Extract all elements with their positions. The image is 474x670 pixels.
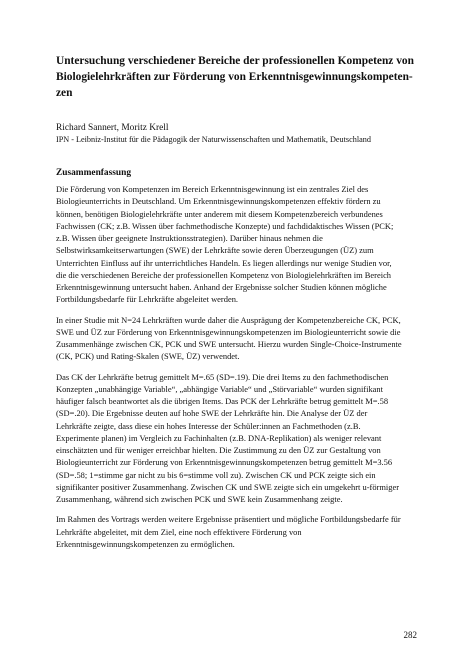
section-heading: Zusammenfassung <box>56 168 132 178</box>
paragraph-line: Biologieunterrichts in Deutschland. Um Erkenntnisgewinnungskompetenzen effektiv fördern zu <box>56 196 381 207</box>
paragraph-line: können, benötigen Biologielehrkräfte unter anderem mit diesem Kompetenzbereich verbundenes <box>56 208 383 219</box>
abstract-body <box>56 183 421 550</box>
paragraph-line: Zusammenhang, während sich zwischen PCK und SWE kein Zusammenhang zeigte. <box>56 494 343 504</box>
title-line: Untersuchung verschiedener Bereiche der professionellen Kompetenz von <box>56 55 414 67</box>
paragraph-line: In einer Studie mit N=24 Lehrkräften wurde daher die Ausprägung der Kompetenzbereiche CK, PCK, <box>56 314 401 325</box>
paragraph-line: Die Förderung von Kompetenzen im Bereich Erkenntnisgewinnung ist ein zentrales Ziel des <box>56 184 369 194</box>
paragraph-line: Im Rahmen des Vortrags werden weitere Ergebnisse präsentiert und mögliche Fortbildungsbedarfe für <box>56 514 401 525</box>
paragraph-line: häufiger falsch beantwortet als die übrigen Items. Das PCK der Lehrkräfte betrug gemittelt M=.58 <box>56 396 389 406</box>
affiliation: IPN - Leibniz-Institut für die Pädagogik der Naturwissenschaften und Mathematik, Deutschland <box>56 135 371 144</box>
body-paragraph <box>56 183 421 306</box>
paragraph-line: z.B. Wissen über geeignete Instruktionsstrategien). Darüber hinaus nehmen die <box>56 233 323 243</box>
paper-title <box>56 53 421 101</box>
paragraph-line: Lehrkräfte zeigte, dass diese ein hohes Interesse der Schüler:innen an Fachmethoden (z.B. <box>56 420 361 431</box>
paragraph-line: Erkenntnisgewinnungskompetenzen zu ermöglichen. <box>56 538 235 549</box>
body-paragraph <box>56 314 421 363</box>
paragraph-line: Konzepten „unabhängige Variable“, „abhängige Variable“ und „Störvariable“ wurden signifikant <box>56 383 383 394</box>
paragraph-line: (SD=.58; 1=stimme gar nicht zu bis 6=stimme voll zu). Zwischen CK und PCK zeigte sich ein <box>56 469 376 480</box>
paragraph-line: (CK, PCK) und Rating-Skalen (SWE, ÜZ) verwendet. <box>56 351 240 362</box>
paragraph-line: Lehrkräfte abgeleitet, mit dem Ziel, eine noch effektivere Förderung von <box>56 526 302 537</box>
paragraph-line: Selbstwirksamkeitserwartungen (SWE) der Lehrkräfte sowie deren Überzeugungen (ÜZ) zum <box>56 245 374 256</box>
body-paragraph <box>56 371 421 506</box>
title-line: Biologielehrkräften zur Förderung von Erkenntnisgewinnungskompeten- <box>56 71 413 83</box>
paragraph-line: die die verschiedenen Bereiche der professionellen Kompetenz von Biologielehrkräften im Bereich <box>56 269 392 280</box>
paragraph-line: Experimente planen) im Vergleich zu Fachinhalten (z.B. DNA-Replikation) als weniger relevant <box>56 432 382 443</box>
paragraph-line: SWE und ÜZ zur Förderung von Erkenntnisgewinnungskompetenzen im Biologieunterricht sowie die <box>56 326 401 337</box>
paragraph-line: Fachwissen (CK; z.B. Wissen über fachmethodische Konzepte) und fachdidaktisches Wissen (PCK; <box>56 220 394 231</box>
paragraph-line: (SD=.20). Die Ergebnisse deuten auf hohe SWE der Lehrkräfte hin. Die Analyse der ÜZ der <box>56 408 368 419</box>
paper-content <box>56 53 421 550</box>
paragraph-line: signifikanter positiver Zusammenhang. Zwischen CK und SWE zeigte sich ein umgekehrt u-förmiger <box>56 481 400 492</box>
paragraph-line: Unterrichten Einfluss auf ihr unterrichtliches Handeln. Es liegen allerdings nur wenige Studien vor, <box>56 257 392 268</box>
paragraph-line: einschätzten und für weniger erreichbar hielten. Die Zustimmung zu den ÜZ zur Gestaltung von <box>56 445 381 455</box>
paragraph-line: Biologieunterricht zur Förderung von Erkenntnisgewinnungskompetenzen betrug gemittelt M=3.56 <box>56 457 393 468</box>
paragraph-line: Zusammenhänge zwischen CK, PCK und SWE untersucht. Hierzu wurden Single-Choice-Instrumente <box>56 339 402 349</box>
page-number: 282 <box>403 630 417 640</box>
author-list: Richard Sannert, Moritz Krell <box>56 123 169 133</box>
title-line: zen <box>56 87 73 99</box>
body-paragraph <box>56 513 421 550</box>
paragraph-line: Erkenntnisgewinnung untersucht haben. Anhand der Ergebnisse solcher Studien können mögliche <box>56 282 387 292</box>
paragraph-line: Das CK der Lehrkräfte betrug gemittelt M=.65 (SD=.19). Die drei Items zu den fachmethodischen <box>56 371 389 382</box>
paragraph-line: Fortbildungsbedarfe für Lehrkräfte abgeleitet werden. <box>56 294 239 305</box>
